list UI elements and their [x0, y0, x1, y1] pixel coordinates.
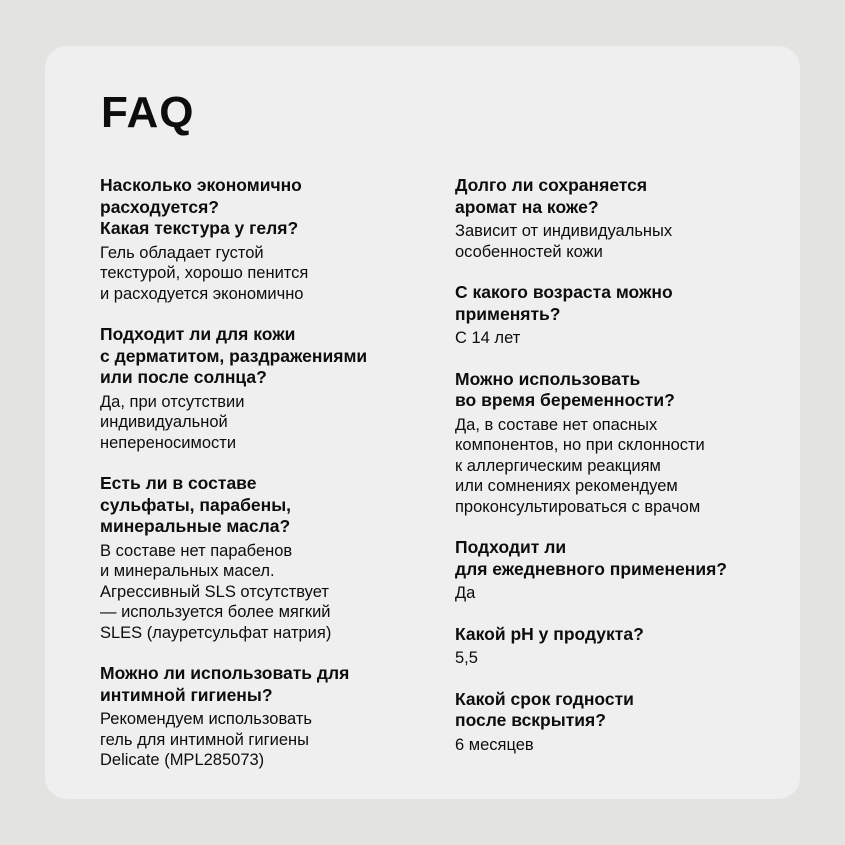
faq-answer: 5,5: [455, 649, 478, 667]
faq-column-right: [455, 175, 775, 775]
faq-answer: Да, при отсутствии индивидуальной непереносимости: [100, 392, 245, 452]
faq-card: [45, 46, 800, 799]
faq-answer: Зависит от индивидуальных особенностей кожи: [455, 222, 673, 261]
faq-question: Насколько экономично расходуется? Какая текстура у геля?: [100, 175, 302, 238]
faq-answer: Да: [455, 584, 476, 602]
faq-item: [100, 473, 430, 643]
faq-answer: Гель обладает густой текстурой, хорошо пенится и расходуется экономично: [100, 243, 309, 303]
faq-item: [455, 175, 775, 262]
faq-item: [100, 324, 430, 453]
faq-question: Долго ли сохраняется аромат на коже?: [455, 175, 648, 217]
faq-question: Можно ли использовать для интимной гигиены?: [100, 663, 350, 705]
faq-question: Можно использовать во время беременности?: [455, 368, 675, 410]
faq-item: [100, 663, 430, 771]
faq-question: Какой срок годности после вскрытия?: [455, 688, 634, 730]
faq-question: Есть ли в составе сульфаты, парабены, минеральные масла?: [100, 473, 292, 536]
faq-answer: В составе нет парабенов и минеральных масел. Агрессивный SLS отсутствует — используется более мягкий SLES (лауретсульфат натрия): [100, 541, 332, 642]
faq-item: [455, 537, 775, 604]
faq-question: Подходит ли для ежедневного применения?: [455, 537, 727, 579]
faq-item: [100, 175, 430, 304]
faq-question: Подходит ли для кожи с дерматитом, раздражениями или после солнца?: [100, 324, 368, 387]
faq-answer: С 14 лет: [455, 329, 521, 347]
faq-item: [455, 624, 775, 669]
faq-answer: Да, в составе нет опасных компонентов, но при склонности к аллергическим реакциям или сомнениях рекомендуем проконсультироваться с врачом: [455, 415, 705, 516]
faq-question: С какого возраста можно применять?: [455, 282, 673, 324]
faq-item: [455, 282, 775, 349]
faq-item: [455, 369, 775, 518]
page-title: FAQ: [101, 88, 195, 137]
faq-item: [455, 689, 775, 756]
faq-question: Какой pH у продукта?: [455, 623, 644, 644]
faq-answer: 6 месяцев: [455, 735, 534, 754]
faq-column-left: [100, 175, 430, 791]
faq-answer: Рекомендуем использовать гель для интимной гигиены Delicate (MPL285073): [100, 710, 313, 769]
